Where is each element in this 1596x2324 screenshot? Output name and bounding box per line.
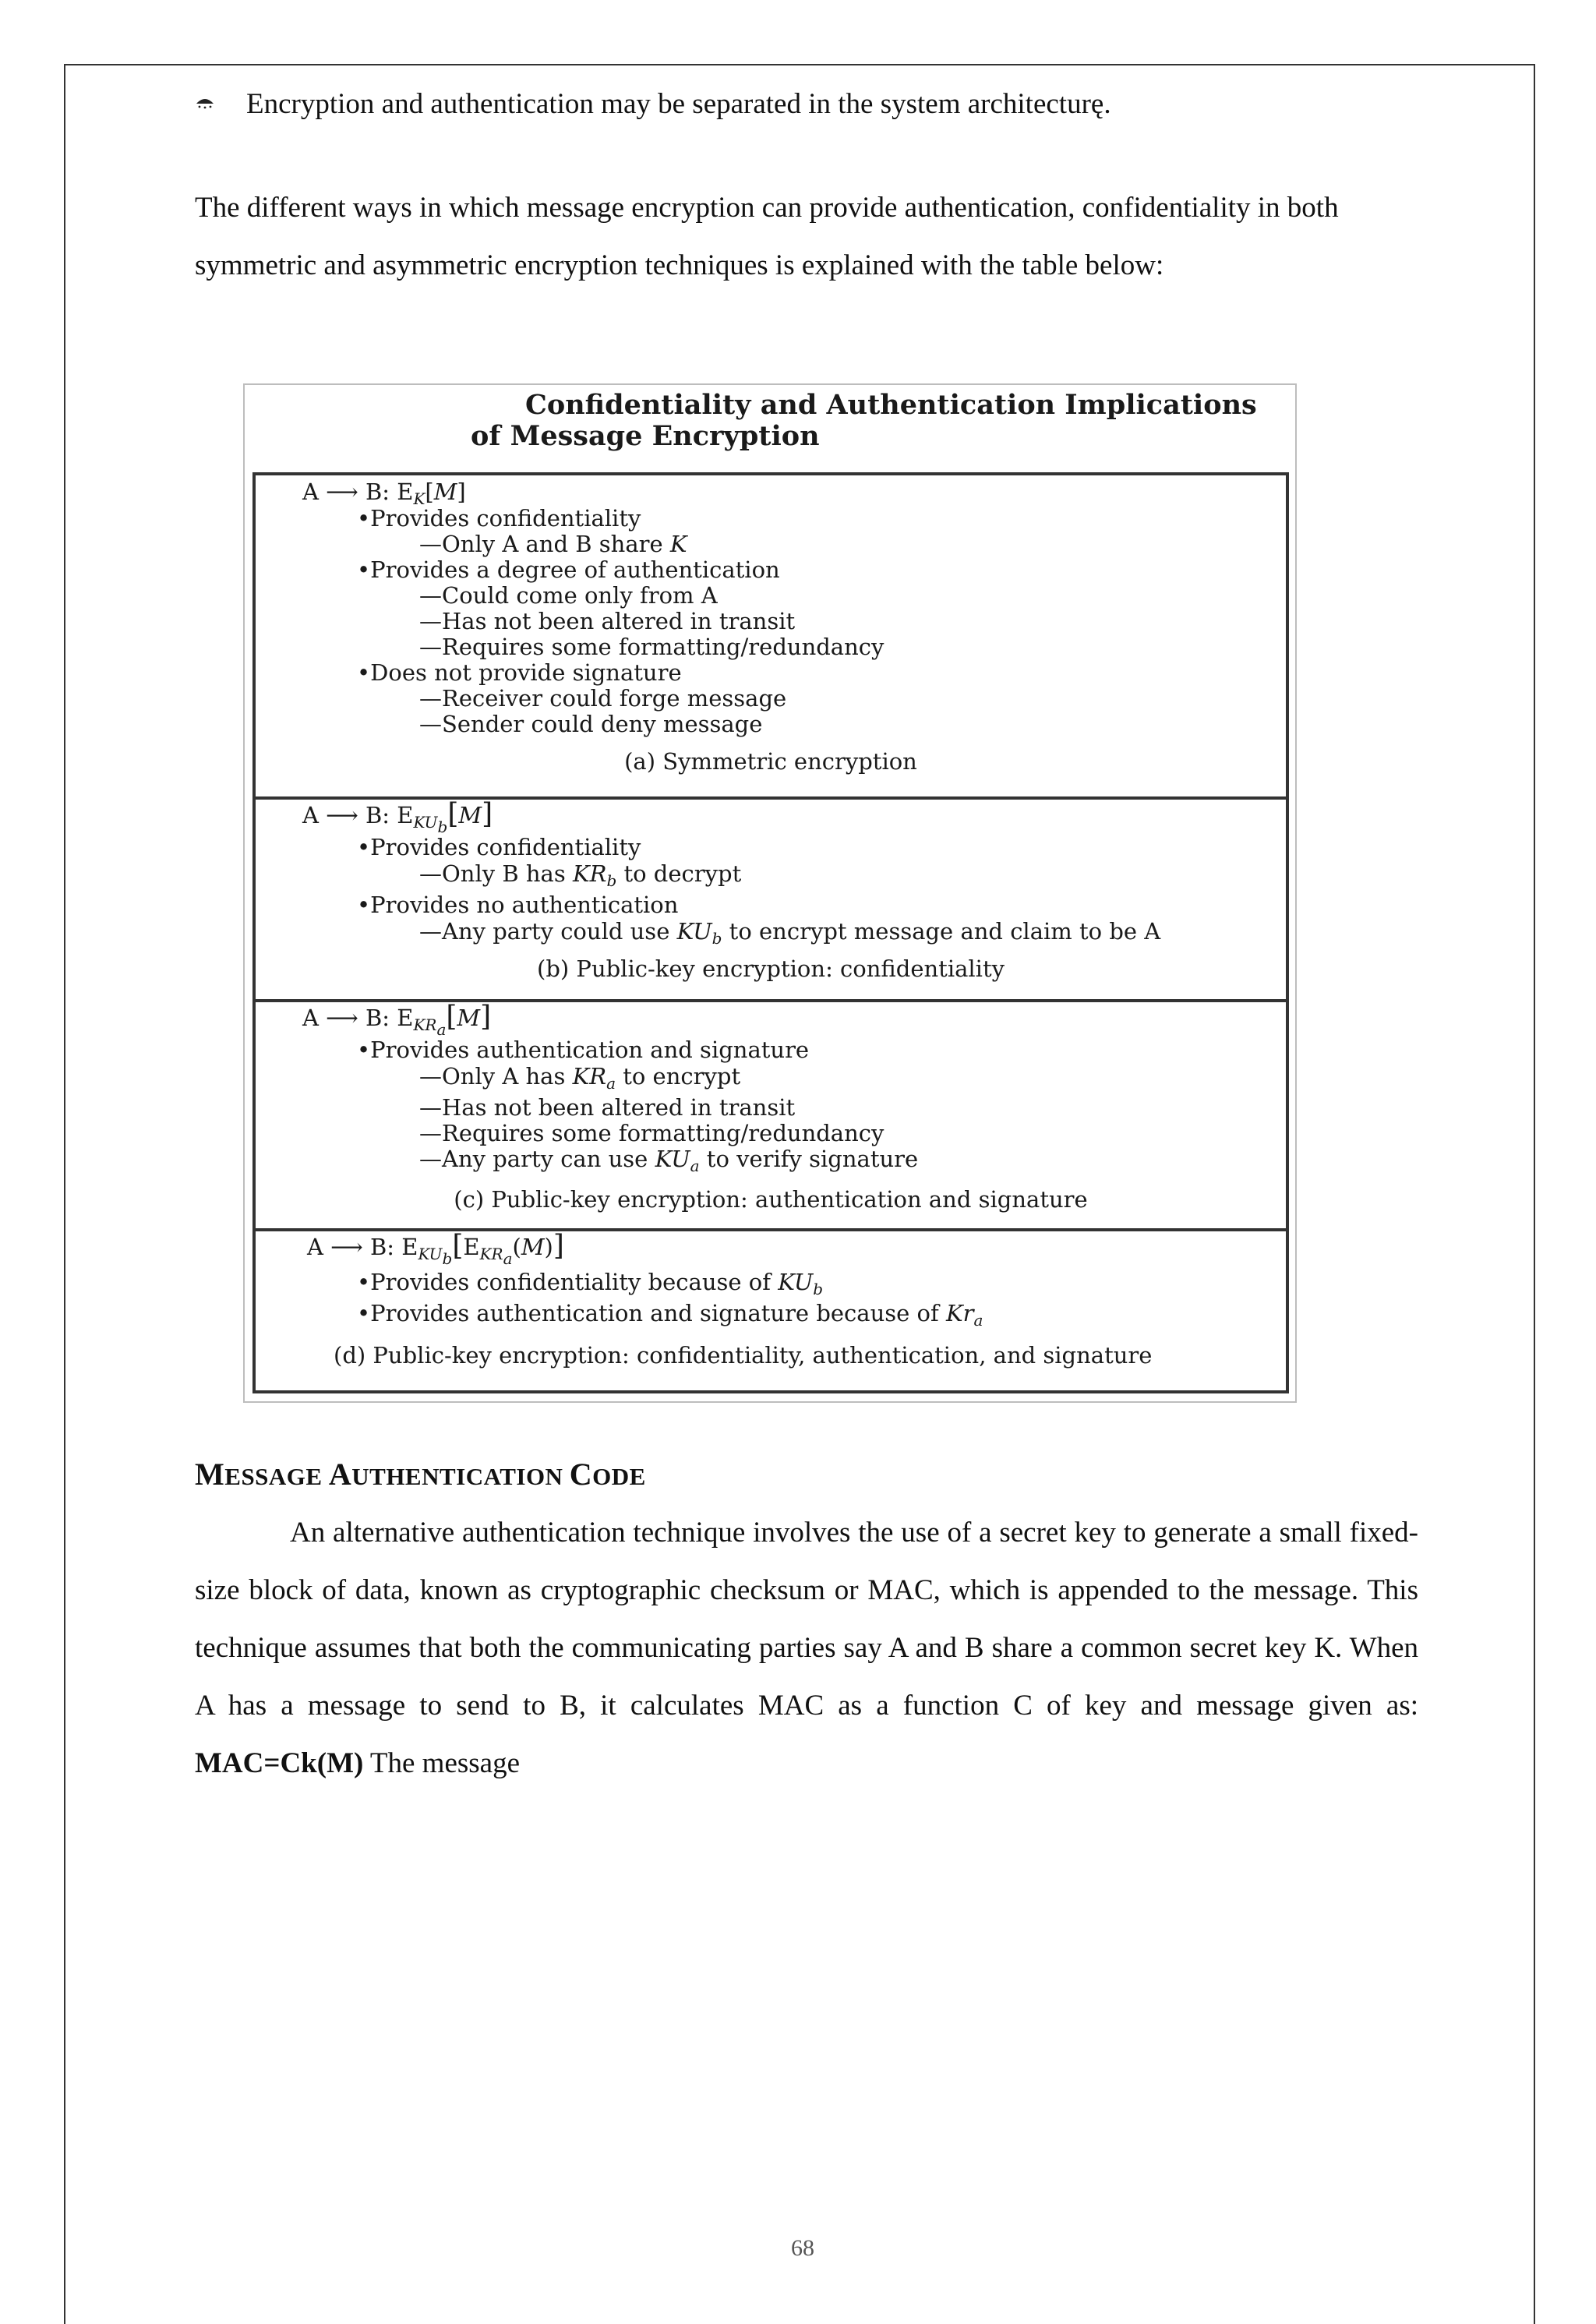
section-public-key-confidentiality	[252, 796, 1289, 1002]
bullet-line	[195, 87, 1111, 121]
line: —Could come only from A	[419, 582, 718, 609]
line: —Any party could use $KU_b$ to encrypt message and claim to be A	[419, 918, 1161, 948]
caption-b: (b) Public-key encryption: confidentiality	[537, 955, 1005, 982]
line: —Only B has $KR_b$ to decrypt	[419, 860, 742, 890]
body-tail: The message	[363, 1747, 521, 1779]
key-var: K	[669, 531, 687, 557]
figure-title	[471, 385, 1281, 471]
section-public-key-full	[252, 1228, 1289, 1393]
line: •Provides confidentiality because of $KU_b$	[357, 1269, 824, 1298]
formula-c: A ⟶ B: $E_{KR_a}[M]$	[302, 1001, 492, 1039]
bullet-text: Encryption and authentication may be separated in the system architecturę.	[246, 88, 1111, 120]
line: •Does not provide signature	[357, 659, 682, 686]
formula-d: A ⟶ B: $E_{KU_b}[E_{KR_a}(M)]$	[307, 1230, 564, 1268]
line: •Provides authentication and signature because of $Kr_a$	[357, 1300, 983, 1330]
line: —Requires some formatting/redundancy	[419, 1120, 885, 1146]
section-heading: MESSAGE AUTHENTICATION CODE	[195, 1457, 646, 1492]
line: —Receiver could forge message	[419, 685, 787, 712]
encryption-implications-figure	[243, 383, 1297, 1403]
body-paragraph	[195, 1504, 1418, 1792]
section-symmetric	[252, 472, 1289, 800]
line-text: —Only A and B share	[419, 531, 670, 557]
section-public-key-authentication	[252, 999, 1289, 1231]
line: •Provides no authentication	[357, 892, 679, 918]
intro-paragraph: The different ways in which message encryption can provide authentication, confidentiality in both symmetric and asymmetric encryption techniques is explained with the table below:	[195, 192, 1339, 281]
line: •Provides a degree of authentication	[357, 556, 780, 583]
formula-a: A ⟶ B: $E_K[M]$	[302, 479, 466, 508]
figure-title-line1: Confidentiality and Authentication Implications	[525, 389, 1257, 421]
line: —Any party can use $KU_a$ to verify signature	[419, 1146, 919, 1175]
umbrella-bullet-icon	[195, 94, 215, 115]
figure-title-line2: of Message Encryption	[471, 420, 820, 452]
caption-a: (a) Symmetric encryption	[624, 748, 917, 775]
body-text: An alternative authentication technique involves the use of a secret key to generate a small fixed-size block of data, known as cryptographic checksum or MAC, which is appended to the message. This technique assumes that both the communicating parties say A and B share a common secret key K. When A has a message to send to B, it calculates MAC as a function C of key and message given as:	[195, 1517, 1418, 1722]
line: —Sender could deny message	[419, 711, 763, 737]
line: —Has not been altered in transit	[419, 1094, 796, 1121]
line	[419, 531, 687, 557]
line: •Provides confidentiality	[357, 505, 641, 532]
line: —Only A has $KR_a$ to encrypt	[419, 1063, 741, 1093]
line: •Provides authentication and signature	[357, 1037, 810, 1063]
caption-c: (c) Public-key encryption: authentication and signature	[454, 1186, 1088, 1213]
formula-b: A ⟶ B: $E_{KU_b}[M]$	[302, 798, 493, 836]
line: —Requires some formatting/redundancy	[419, 634, 885, 660]
line: —Has not been altered in transit	[419, 608, 796, 634]
mac-formula: MAC=Ck(M)	[195, 1747, 364, 1779]
caption-d: (d) Public-key encryption: confidentiality, authentication, and signature	[334, 1342, 1153, 1369]
line: •Provides confidentiality	[357, 834, 641, 860]
page-number: 68	[791, 2235, 814, 2261]
